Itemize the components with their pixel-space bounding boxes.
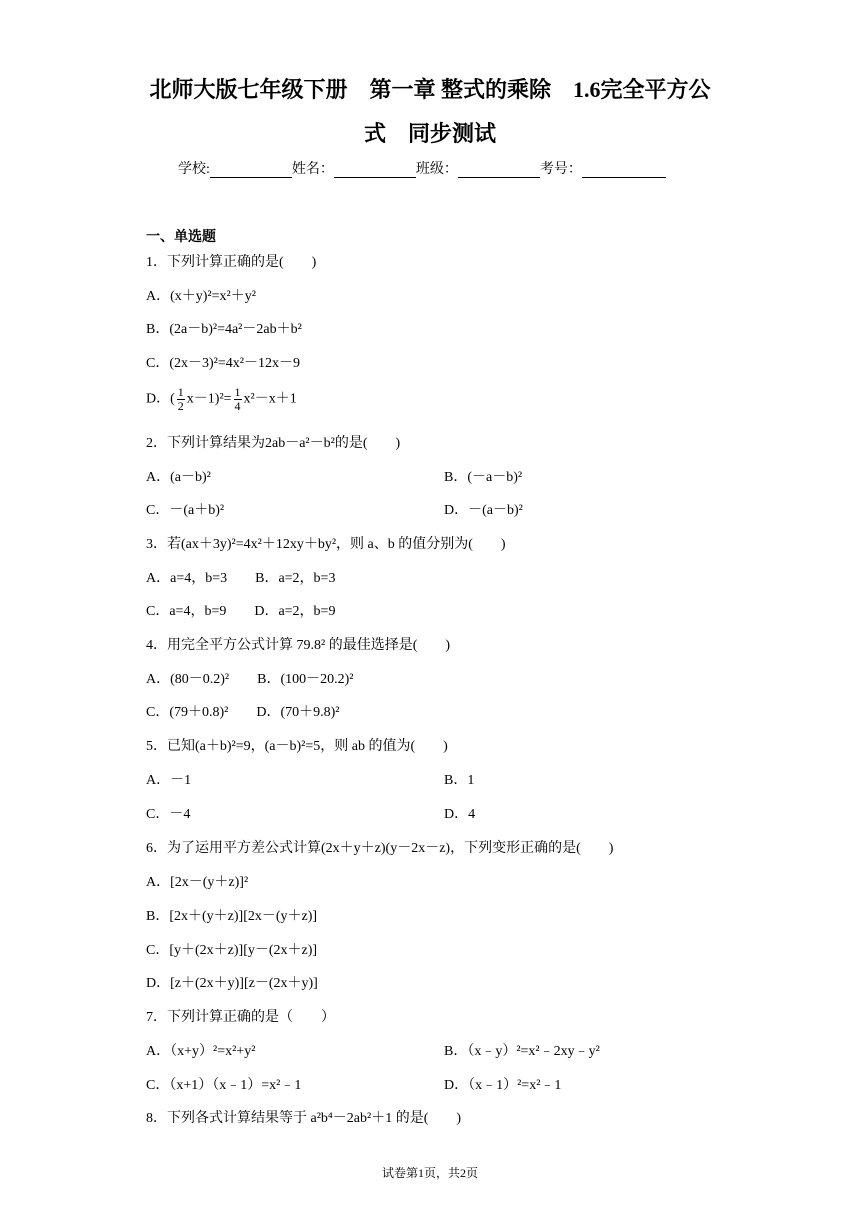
title-line-1: 北师大版七年级下册 第一章 整式的乘除 1.6完全平方公 xyxy=(149,77,711,102)
q2-option-b: B．(－a－b)² xyxy=(444,470,523,485)
q5-option-b: B．1 xyxy=(444,773,475,788)
q6-option-b: B．[2x＋(y＋z)][2x－(y＋z)] xyxy=(146,909,318,924)
q1-stem: 1．下列计算正确的是( ) xyxy=(146,255,317,270)
student-info-row xyxy=(178,158,666,178)
page-footer: 试卷第1页，共2页 xyxy=(381,1166,478,1180)
q5-option-d: D．4 xyxy=(444,807,476,822)
q6-stem: 6．为了运用平方差公式计算(2x＋y＋z)(y－2x－z)，下列变形正确的是( ) xyxy=(146,841,614,856)
q1-option-c: C．(2x－3)²=4x²－12x－9 xyxy=(146,356,300,371)
q6-option-d: D．[z＋(2x＋y)][z－(2x＋y)] xyxy=(146,976,318,991)
class-blank[interactable] xyxy=(458,163,540,178)
q5-option-a: A．－1 xyxy=(146,773,192,788)
q5-stem: 5．已知(a＋b)²=9，(a－b)²=5，则 ab 的值为( ) xyxy=(146,739,448,754)
q3-options-cd: C．a=4，b=9 D．a=2，b=9 xyxy=(146,604,336,619)
q3-stem: 3．若(ax＋3y)²=4x²＋12xy＋by²，则 a、b 的值分别为( ) xyxy=(146,537,506,552)
q6-option-a: A．[2x－(y＋z)]² xyxy=(146,875,249,890)
q4-options-ab: A．(80－0.2)² B．(100－20.2)² xyxy=(146,672,354,687)
q3-options-ab: A．a=4，b=3 B．a=2，b=3 xyxy=(146,571,336,586)
school-blank[interactable] xyxy=(210,163,292,178)
q2-option-a: A．(a－b)² xyxy=(146,470,211,485)
exam-number-label: 考号： xyxy=(539,162,582,177)
fraction-half: $\frac{1}{2}$ xyxy=(177,385,184,413)
exam-number-blank[interactable] xyxy=(582,163,666,178)
school-label: 学校: xyxy=(178,162,210,177)
fraction-quarter: $\frac{1}{4}$ xyxy=(234,385,241,413)
q1-option-b: B．(2a－b)²=4a²－2ab＋b² xyxy=(146,322,302,337)
q7-option-a: A．（x+y）²=x²+y² xyxy=(146,1044,256,1059)
q7-option-b: B．（x﹣y）²=x²﹣2xy﹣y² xyxy=(444,1044,600,1059)
q6-option-c: C．[y＋(2x＋z)][y－(2x＋z)] xyxy=(146,943,318,958)
name-blank[interactable] xyxy=(334,163,416,178)
q2-option-c: C．－(a＋b)² xyxy=(146,503,225,518)
q7-stem: 7．下列计算正确的是（ ） xyxy=(146,1010,335,1025)
q8-stem: 8．下列各式计算结果等于 a²b⁴－2ab²＋1 的是( ) xyxy=(146,1111,462,1126)
q7-option-c: C．（x+1）（x﹣1）=x²﹣1 xyxy=(146,1078,302,1093)
section-title: 一、单选题 xyxy=(146,230,216,245)
q4-stem: 4．用完全平方公式计算 79.8² 的最佳选择是( ) xyxy=(146,638,451,653)
name-label: 姓名： xyxy=(291,162,334,177)
q1-option-d: D．( $\frac{1}{2}$ x－1)²= $\frac{1}{4}$ x²－x＋1 xyxy=(146,385,297,413)
title-line-2: 式 同步测试 xyxy=(363,121,496,146)
class-label: 班级： xyxy=(415,162,458,177)
q2-option-d: D．－(a－b)² xyxy=(444,503,523,518)
q4-options-cd: C．(79＋0.8)² D．(70＋9.8)² xyxy=(146,705,340,720)
page-title xyxy=(130,68,730,156)
q7-option-d: D．（x﹣1）²=x²﹣1 xyxy=(444,1078,562,1093)
q5-option-c: C．－4 xyxy=(146,807,191,822)
q2-stem: 2．下列计算结果为2ab－a²－b²的是( ) xyxy=(146,436,401,451)
q1-option-a: A．(x＋y)²=x²＋y² xyxy=(146,289,256,304)
